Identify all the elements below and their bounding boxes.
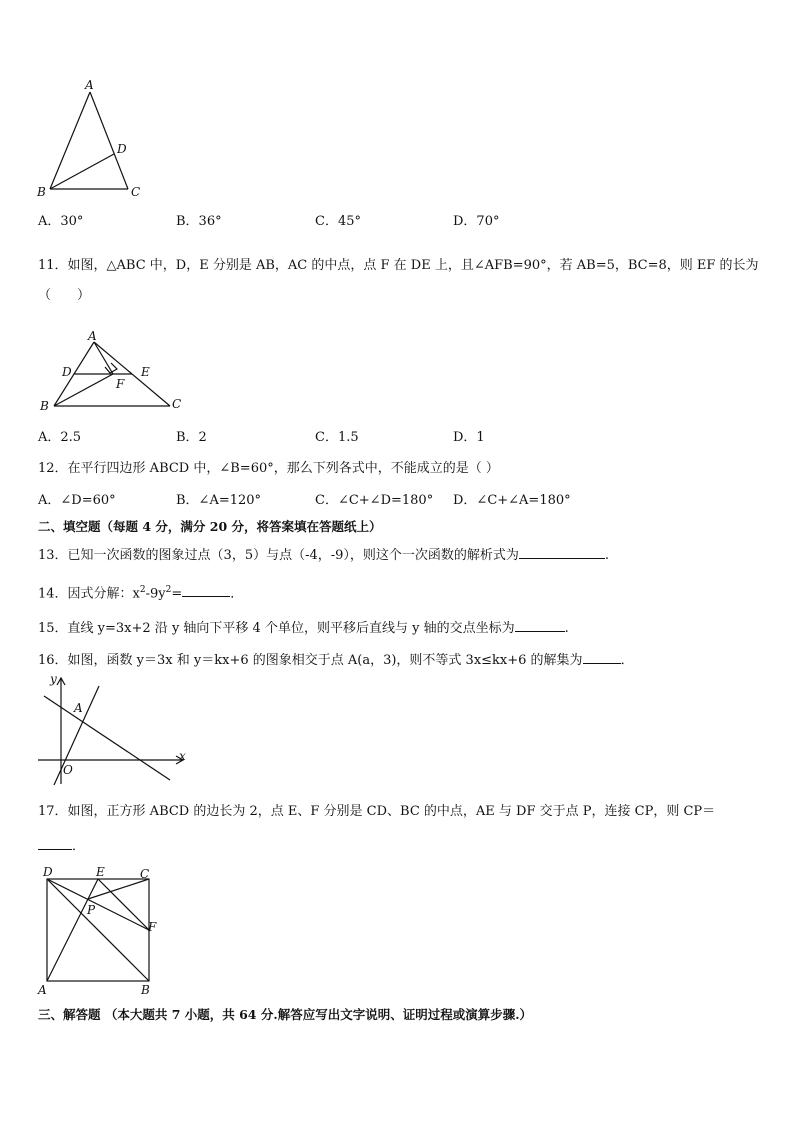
q17-segment-ef	[98, 879, 149, 930]
q10-option-b: B．36°	[176, 214, 222, 229]
q11-answer-bracket: （ ）	[38, 288, 91, 303]
q15-text: 15．直线 y=3x+2 沿 y 轴向下平移 4 个单位，则平移后直线与 y 轴的交点坐标为	[38, 621, 515, 636]
section2-title: 二、填空题（每题 4 分，满分 20 分，将答案填在答题纸上）	[38, 519, 382, 534]
q16-text: 16．如图，函数 y＝3x 和 y＝kx+6 的图象相交于点 A(a，3)，则不等式 3x≤kx+6 的解集为	[38, 653, 583, 668]
q13-end: .	[604, 548, 610, 563]
q14-sup2: 2	[165, 585, 172, 595]
q14-end: ．	[230, 586, 244, 602]
q14-eq: =	[171, 586, 183, 602]
q17-label-d: D	[43, 865, 53, 879]
q11-label-e: E	[141, 365, 150, 379]
q10-label-d: D	[117, 142, 127, 156]
q11-label-d: D	[62, 365, 72, 379]
q16-label-a: A	[74, 701, 83, 715]
q12-stem: 12．在平行四边形 ABCD 中，∠B=60°，那么下列各式中，不能成立的是（ ）	[38, 461, 499, 476]
q12-option-b: B．∠A=120°	[176, 493, 262, 508]
q11-label-c: C	[172, 397, 182, 411]
q11-label-b: B	[40, 399, 49, 413]
q12-option-a: A．∠D=60°	[38, 493, 116, 508]
q10-label-c: C	[131, 185, 141, 199]
q11-stem: 11．如图，△ABC 中，D，E 分别是 AB，AC 的中点，点 F 在 DE 上，且∠AFB=90°，若 AB=5，BC=8，则 EF 的长为	[38, 258, 759, 273]
q10-label-a: A	[85, 78, 94, 92]
q17-label-p: P	[87, 903, 96, 917]
q17-label-a: A	[38, 983, 47, 997]
q14-sup1: 2	[139, 585, 146, 595]
q16-end: ．	[620, 653, 634, 668]
q11-label-f: F	[116, 377, 125, 391]
q10-label-b: B	[37, 185, 46, 199]
q13-text: 13．已知一次函数的图象过点（3，5）与点（-4，-9），则这个一次函数的解析式为	[38, 548, 519, 563]
q11-option-b: B．2	[176, 430, 207, 445]
q17-label-e: E	[96, 865, 105, 879]
q17-stem: 17．如图，正方形 ABCD 的边长为 2，点 E、F 分别是 CD、BC 的中点，AE 与 DF 交于点 P，连接 CP，则 CP＝	[38, 804, 716, 819]
q17-segment-ae	[47, 879, 98, 981]
q16-label-y: y	[50, 672, 57, 686]
q12-option-c: C．∠C+∠D=180°	[315, 493, 434, 508]
q16-label-x: x	[179, 749, 186, 763]
q15-end: .	[564, 621, 569, 636]
q10-option-c: C．45°	[315, 214, 361, 229]
q14-prefix: 14．因式分解：x	[38, 586, 140, 602]
q17-diagonal-db	[47, 879, 149, 981]
section3-title: 三、解答题 （本大题共 7 小题，共 64 分.解答应写出文字说明、证明过程或演算步骤.）	[38, 1007, 533, 1022]
q11-option-a: A．2.5	[38, 430, 82, 445]
q16-label-o: O	[63, 763, 73, 777]
q17-label-b: B	[141, 983, 150, 997]
q11-option-c: C．1.5	[315, 430, 359, 445]
q17-end: ．	[72, 839, 86, 854]
q10-option-d: D．70°	[453, 214, 500, 229]
q17-label-f: F	[148, 920, 157, 934]
q10-option-a: A．30°	[38, 214, 84, 229]
q12-option-d: D．∠C+∠A=180°	[453, 493, 571, 508]
q14-mid: -9y	[145, 586, 166, 602]
q11-option-d: D．1	[453, 430, 485, 445]
q17-label-c: C	[140, 867, 150, 881]
q17-segment-df	[47, 879, 149, 930]
q11-label-a: A	[88, 329, 97, 343]
